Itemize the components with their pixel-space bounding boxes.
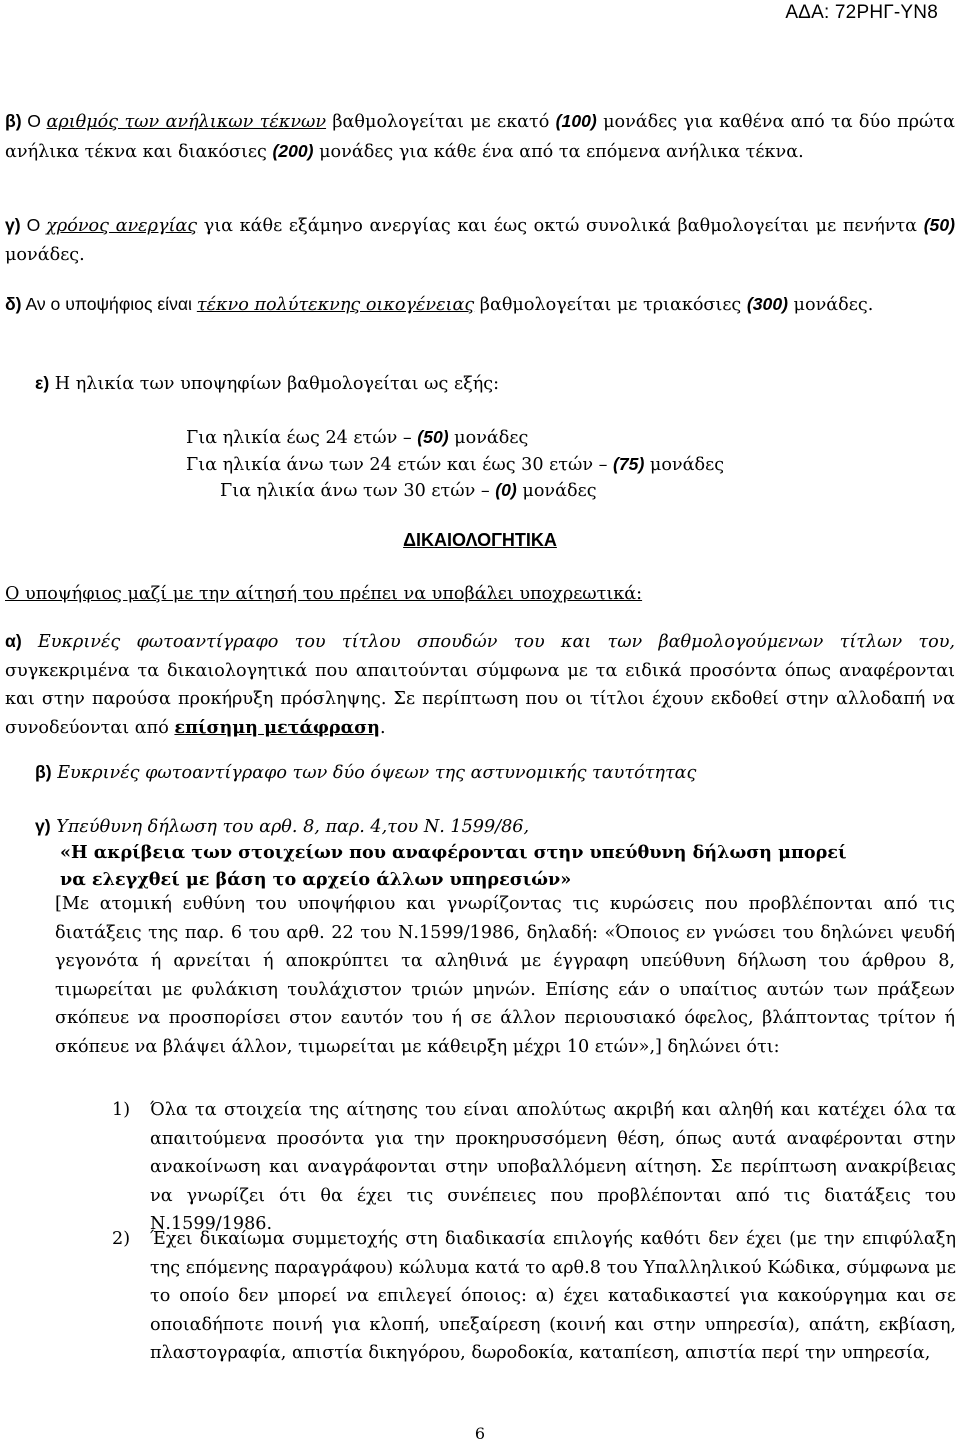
criterion-e-marker: ε): [35, 373, 50, 393]
age-row: Για ηλικία άνω των 30 ετών – (0) μονάδες: [220, 480, 597, 501]
official-translation: επίσημη μετάφραση: [174, 716, 380, 738]
section-heading: ΔΙΚΑΙΟΛΟΓΗΤΙΚΑ: [403, 530, 557, 550]
criterion-d-link: τέκνο πολύτεκνης οικογένειας: [196, 295, 475, 315]
list-item: [112, 1225, 956, 1368]
criterion-c-link: χρόνος ανεργίας: [46, 216, 198, 236]
criterion-e-paragraph: ε) Η ηλικία των υποψηφίων βαθμολογείται ως εξής:: [35, 373, 500, 394]
list-item: [112, 1096, 956, 1239]
criterion-d-paragraph: δ) Αν ο υποψήφιος είναι τέκνο πολύτεκνης οικογένειας βαθμολογείται με τριακόσιες (300) μονάδες.: [5, 294, 874, 315]
age-row: Για ηλικία άνω των 24 ετών και έως 30 ετών – (75) μονάδες: [186, 454, 725, 475]
legal-declaration: [Με ατομική ευθύνη του υποψήφιου και γνωρίζοντας τις κυρώσεις που προβλέπονται από τις διατάξεις της παρ. 6 του αρθ. 22 του Ν.1599/1986, δηλαδή: «Όποιος εν γνώσει του δηλώνει ψευδή γεγονότα ή αρνείται ή αποκρύπτει τα αληθινά με έγγραφη υπεύθυνη δήλωση του άρθρου 8, τιμωρείται με φυλάκιση τουλάχιστον τριών μηνών. Επίσης εάν ο υπαίτιος αυτών των πράξεων σκόπευε να προσπορίσει στον εαυτόν του ή σε άλλον περιουσιακό όφελος, βλάπτοντας τρίτον ή σκόπευε να βλάψει άλλον, τιμωρείται με κάθειρξη μέχρι 10 ετών»,] δηλώνει ότι:: [55, 894, 955, 1057]
criterion-b-paragraph: β) Ο αριθμός των ανήλικων τέκνων βαθμολογείται με εκατό (100) μονάδες για καθένα από τα δύο πρώτα ανήλικα τέκνα και διακόσιες (200) μονάδες για κάθε ένα από τα επόμενα ανήλικα τέκνα.: [5, 111, 955, 162]
document-c-paragraph: γ) Υπεύθυνη δήλωση του αρθ. 8, παρ. 4,του Ν. 1599/86,: [35, 816, 530, 837]
criterion-b-marker: β): [5, 111, 22, 131]
supporting-intro: Ο υποψήφιος μαζί με την αίτησή του πρέπει να υποβάλει υποχρεωτικά:: [5, 584, 643, 604]
declaration-notice-line-1: «Η ακρίβεια των στοιχείων που αναφέρονται στην υπεύθυνη δήλωση μπορεί: [60, 842, 847, 863]
page-number: 6: [474, 1424, 486, 1443]
age-row: Για ηλικία έως 24 ετών – (50) μονάδες: [186, 427, 529, 448]
criterion-d-marker: δ): [5, 294, 22, 314]
list-item-number: 1): [112, 1100, 131, 1120]
criterion-b-link: αριθμός των ανήλικων τέκνων: [46, 112, 327, 132]
document-b-marker: β): [35, 762, 52, 782]
declaration-notice-line-2: να ελεγχθεί με βάση το αρχείο άλλων υπηρεσιών»: [60, 869, 572, 890]
list-item-text: Όλα τα στοιχεία της αίτησης του είναι απολύτως ακριβή και αληθή και κατέχει όλα τα απαιτούμενα προσόντα για την προκηρυσσόμενη θέση, όπως αυτά αναφέρονται στην ανακοίνωση και αναγράφονται στην υποβαλλόμενη αίτηση. Σε περίπτωση ανακρίβειας να γνωρίζει ότι θα έχει τις συνέπειες που προβλέπονται από τις διατάξεις του Ν.1599/1986.: [150, 1100, 956, 1234]
ada-code: ΑΔΑ: 72ΡΗΓ-ΥΝ8: [785, 2, 938, 23]
document-a-marker: α): [5, 631, 22, 651]
list-item-number: 2): [112, 1229, 131, 1249]
document-b-paragraph: β) Ευκρινές φωτοαντίγραφο των δύο όψεων της αστυνομικής ταυτότητας: [35, 762, 697, 783]
document-c-marker: γ): [35, 816, 51, 836]
criterion-c-paragraph: γ) Ο χρόνος ανεργίας για κάθε εξάμηνο ανεργίας και έως οκτώ συνολικά βαθμολογείται με πενήντα (50) μονάδες.: [5, 215, 955, 265]
document-a-paragraph: α) Ευκρινές φωτοαντίγραφο του τίτλου σπουδών του και των βαθμολογούμενων τίτλων του, συγκεκριμένα τα δικαιολογητικά που απαιτούνται σύμφωνα με τα ειδικά προσόντα όπως αναφέρονται και στην παρούσα προκήρυξη πρόσληψης. Σε περίπτωση που οι τίτλοι έχουν εκδοθεί στην αλλοδαπή να συνοδεύονται από επίσημη μετάφραση.: [5, 631, 955, 738]
criterion-c-marker: γ): [5, 215, 21, 235]
list-item-text: Έχει δικαίωμα συμμετοχής στη διαδικασία επιλογής καθότι δεν έχει (με την επιφύλαξη της επόμενης παραγράφου) κώλυμα κατά το αρθ.8 του Υπαλληλικού Κώδικα, σύμφωνα με το οποίο δεν μπορεί να επιλεγεί όποιος: α) έχει καταδικαστεί για κακούργημα και σε οποιαδήποτε ποινή για κλοπή, υπεξαίρεση (κοινή και στην υπηρεσία), απάτη, εκβίαση, πλαστογραφία, απιστία δικηγόρου, δωροδοκία, καταπίεση, απιστία περί την υπηρεσία,: [150, 1229, 956, 1363]
